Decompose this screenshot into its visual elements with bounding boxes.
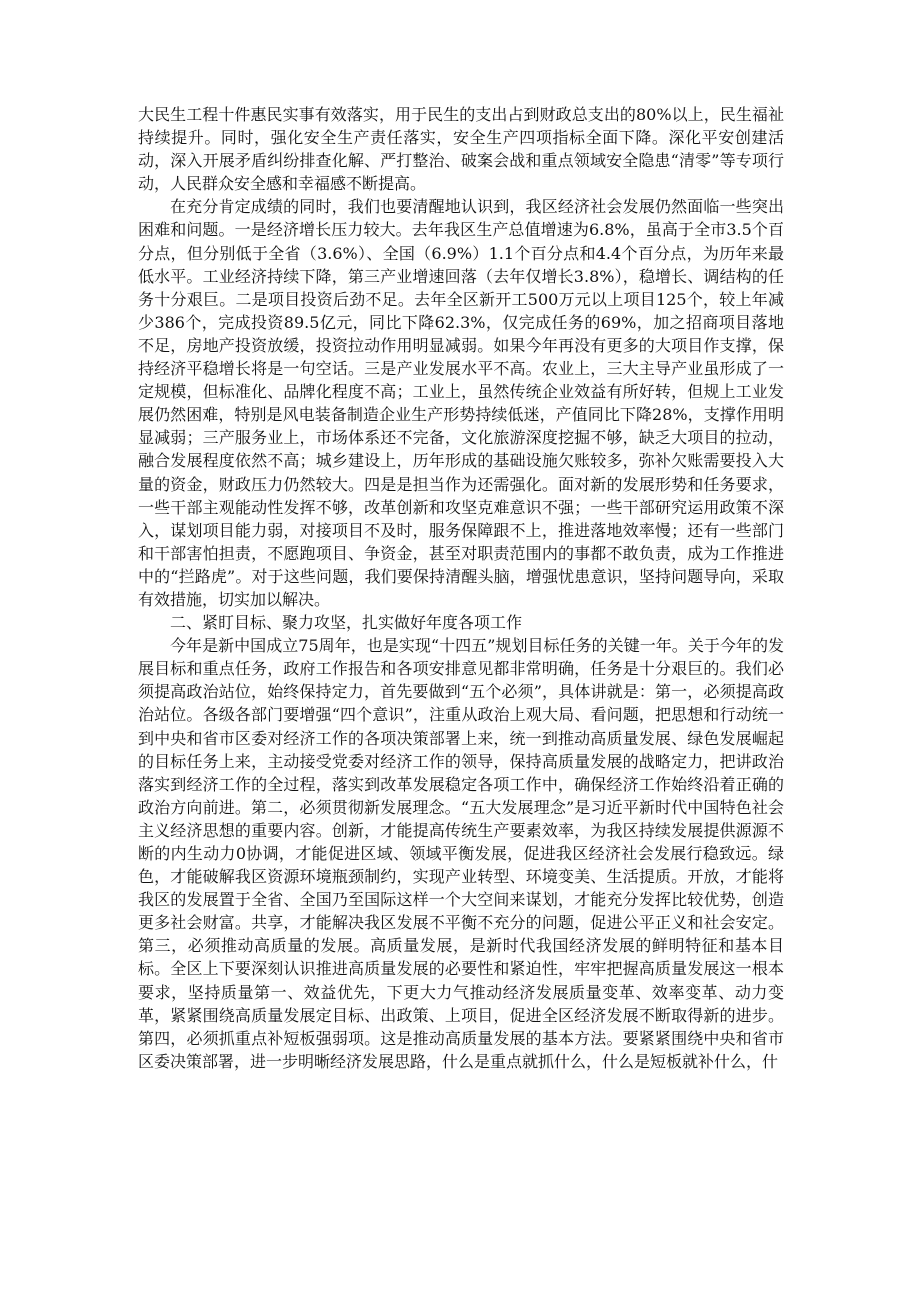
paragraph-goals: 今年是新中国成立75周年，也是实现“十四五”规划目标任务的关键一年。关于今年的发展目标和重点任务，政府工作报告和各项安排意见都非常明确，任务是十分艰巨的。我们必须提高政治站位，始终保持定力，首先要做到“五个必须”，具体讲就是：第一，必须提高政治站位。各级各部门要增强“四个意识”，注重从政治上观大局、看问题，把思想和行动统一到中央和省市区委对经济工作的各项决策部署上来，统一到推动高质量发展、绿色发展崛起的目标任务上来，主动接受党委对经济工作的领导，保持高质量发展的战略定力，把讲政治落实到经济工作的全过程，落实到改革发展稳定各项工作中，确保经济工作始终沿着正确的政治方向前进。第二，必须贯彻新发展理念。“五大发展理念”是习近平新时代中国特色社会主义经济思想的重要内容。创新，才能提高传统生产要素效率，为我区持续发展提供源源不断的内生动力0协调，才能促进区域、领域平衡发展，促进我区经济社会发展行稳致远。绿色，才能破解我区资源环境瓶颈制约，实现产业转型、环境变美、生活提质。开放，才能将我区的发展置于全省、全国乃至国际这样一个大空间来谋划，才能充分发挥比较优势，创造更多社会财富。共享，才能解决我区发展不平衡不充分的问题，促进公平正义和社会安定。第三，必须推动高质量的发展。高质量发展，是新时代我国经济发展的鲜明特征和基本目标。全区上下要深刻认识推进高质量发展的必要性和紧迫性，牢牢把握高质量发展这一根本要求，坚持质量第一、效益优先，下更大力气推动经济发展质量变革、效率变革、动力变革，紧紧围绕高质量发展定目标、出政策、上项目，促进全区经济发展不断取得新的进步。第四，必须抓重点补短板强弱项。这是推动高质量发展的基本方法。要紧紧围绕中央和省市区委决策部署，进一步明晰经济发展思路，什么是重点就抓什么，什么是短板就补什么，什: [138, 636, 784, 1071]
section-heading: 二、紧盯目标、聚力攻坚，扎实做好年度各项工作: [170, 613, 523, 633]
paragraph-intro-continuation: 大民生工程十件惠民实事有效落实，用于民生的支出占到财政总支出的80%以上，民生福祉持续提升。同时，强化安全生产责任落实，安全生产四项指标全面下降。深化平安创建活动，深入开展矛盾纠纷排查化解、严打整治、破案会战和重点领域安全隐患“清零”等专项行动，人民群众安全感和幸福感不断提高。: [138, 105, 784, 194]
paragraph-problems: 在充分肯定成绩的同时，我们也要清醒地认识到，我区经济社会发展仍然面临一些突出困难和问题。一是经济增长压力较大。去年我区生产总值增速为6.8%，虽高于全市3.5个百分点，但分别低于全省（3.6%）、全国（6.9%）1.1个百分点和4.4个百分点，为历年来最低水平。工业经济持续下降，第三产业增速回落（去年仅增长3.8%），稳增长、调结构的任务十分艰巨。二是项目投资后劲不足。去年全区新开工500万元以上项目125个，较上年减少386个，完成投资89.5亿元，同比下降62.3%，仅完成任务的69%，加之招商项目落地不足，房地产投资放缓，投资拉动作用明显减弱。如果今年再没有更多的大项目作支撑，保持经济平稳增长将是一句空话。三是产业发展水平不高。农业上，三大主导产业虽形成了一定规模，但标准化、品牌化程度不高；工业上，虽然传统企业效益有所好转，但规上工业发展仍然困难，特别是风电装备制造企业生产形势持续低迷，产值同比下降28%，支撑作用明显减弱；三产服务业上，市场体系还不完备，文化旅游深度挖掘不够，缺乏大项目的拉动，融合发展程度依然不高；城乡建设上，历年形成的基础设施欠账较多，弥补欠账需要投入大量的资金，财政压力仍然较大。四是是担当作为还需强化。面对新的发展形势和任务要求，一些干部主观能动性发挥不够，改革创新和攻坚克难意识不强；一些干部研究运用政策不深入，谋划项目能力弱，对接项目不及时，服务保障跟不上，推进落地效率慢；还有一些部门和干部害怕担责，不愿跑项目、争资金，甚至对职责范围内的事都不敢负责，成为工作推进中的“拦路虎”。对于这些问题，我们要保持清醒头脑，增强忧患意识，坚持问题导向，采取有效措施，切实加以解决。: [138, 197, 784, 609]
document-body: [138, 103, 784, 1073]
